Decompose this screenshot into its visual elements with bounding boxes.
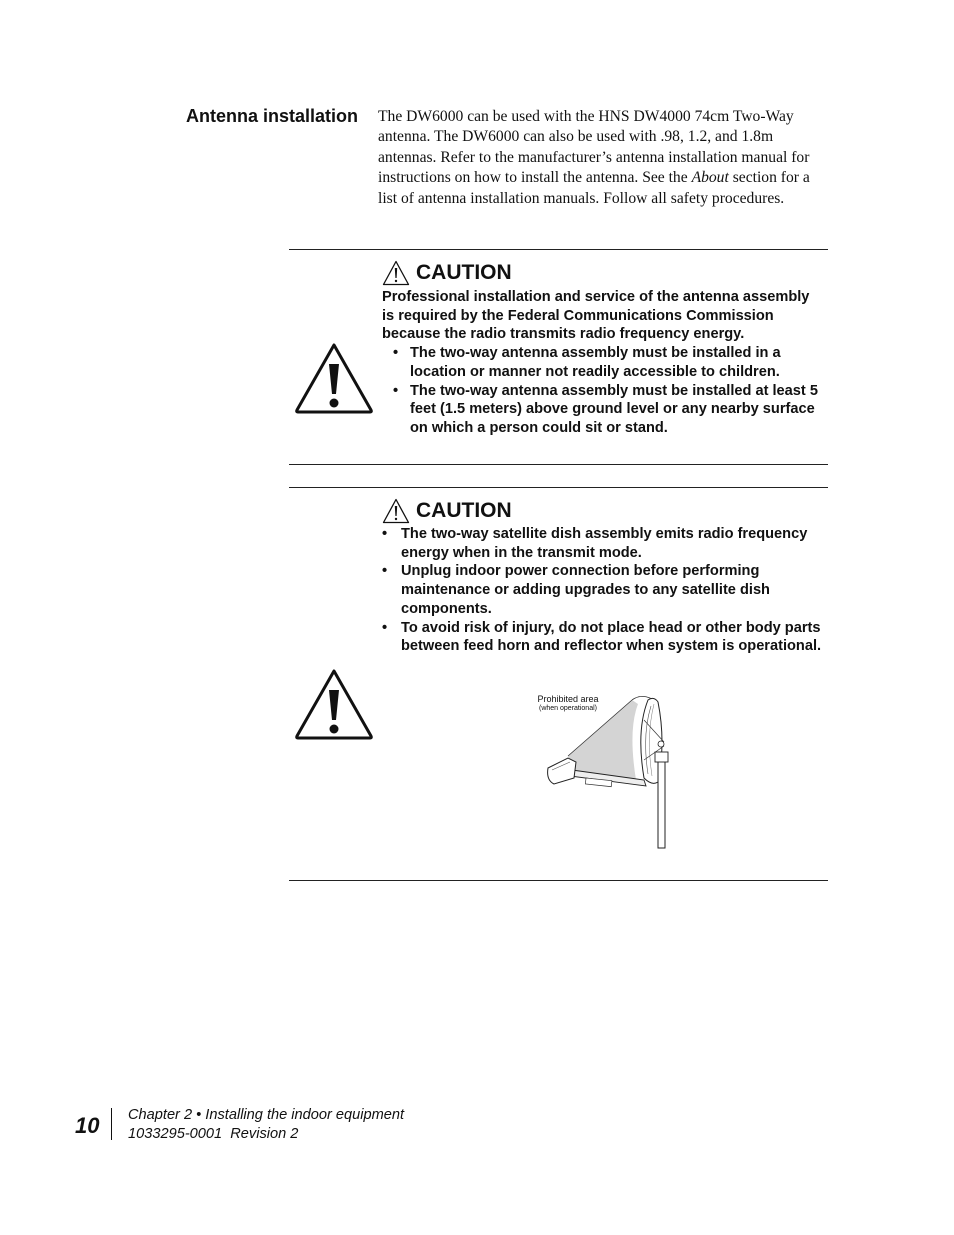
caution-2-bullet-list [382, 525, 822, 656]
caution-2-bullet: • The two-way satellite dish assembly emits radio frequency energy when in the transmit mode. [401, 525, 822, 562]
intro-text-after: section for a list of antenna installation manuals. Follow all safety procedures. [378, 169, 810, 207]
caution-1-bullet-list [382, 344, 822, 438]
caution-1-box [382, 260, 822, 438]
footer-doc-id: 1033295-0001 Revision 2 [128, 1126, 299, 1142]
antenna-diagram [540, 690, 680, 852]
caution-2-header [382, 498, 822, 524]
caution-1-bullet: • The two-way antenna assembly must be installed in a location or manner not readily accessible to children. [410, 344, 822, 381]
caution-1-top-rule [289, 249, 828, 250]
caution-2-body [382, 525, 822, 656]
diagram-label-sub: (when operational) [539, 705, 597, 712]
warning-triangle-small-icon [382, 260, 410, 286]
intro-paragraph [378, 107, 830, 209]
caution-2-title: CAUTION [416, 499, 512, 522]
page-number: 10 [75, 1113, 100, 1138]
intro-text-before: The DW6000 can be used with the HNS DW4000 74cm Two-Way antenna. The DW6000 can also be used with .98, 1.2, and 1.8m antennas. Refer to the manufacturer’s antenna installation manual for instructions on how to install the antenna. See the [378, 108, 810, 187]
caution-2-box [382, 498, 822, 656]
caution-2-top-rule [289, 487, 828, 488]
footer-divider [111, 1108, 112, 1140]
caution-1-text: Professional installation and service of the antenna assembly is required by the Federal Communications Commission because the radio transmits radio frequency energy. [382, 289, 810, 343]
caution-1-header [382, 260, 822, 286]
caution-1-bottom-rule [289, 464, 828, 465]
footer-text [128, 1106, 404, 1144]
diagram-label-main: Prohibited area [537, 694, 599, 704]
caution-2-bottom-rule [289, 880, 828, 881]
section-heading: Antenna installation [186, 106, 359, 126]
caution-1-title: CAUTION [416, 261, 512, 284]
caution-2-bullet: • To avoid risk of injury, do not place head or other body parts between feed horn and reflector when system is operational. [401, 619, 822, 656]
caution-1-bullet: • The two-way antenna assembly must be installed at least 5 feet (1.5 meters) above ground level or any nearby surface on which a person could sit or stand. [410, 382, 822, 438]
warning-triangle-icon [294, 668, 374, 740]
caution-2-bullet: • Unplug indoor power connection before performing maintenance or adding upgrades to any satellite dish components. [401, 562, 822, 618]
warning-triangle-small-icon [382, 498, 410, 524]
caution-1-body [382, 288, 822, 438]
intro-emphasis: About [691, 169, 729, 187]
warning-triangle-icon [294, 342, 374, 414]
footer-chapter: Chapter 2 • Installing the indoor equipment [128, 1107, 405, 1123]
